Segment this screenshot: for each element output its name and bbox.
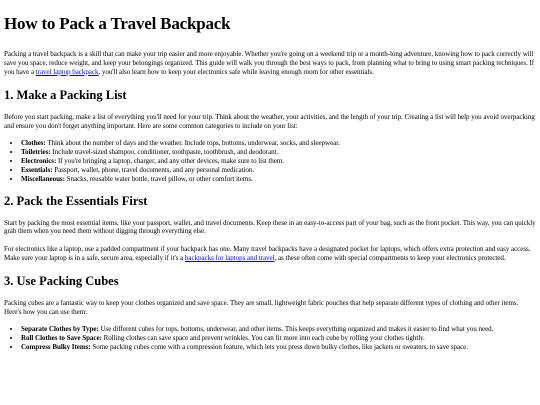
list-item-text: Use different cubes for tops, bottoms, underwear, and other items. This keeps everything organized and makes it easier to find what you need. — [98, 324, 494, 333]
travel-laptop-backpack-link[interactable]: travel laptop backpack — [35, 67, 99, 76]
essentials-paragraph-2 — [4, 245, 536, 263]
essentials-text-after: , as these often come with special compartments to keep your electronics protected. — [274, 254, 506, 263]
list-item-text: If you're bringing a laptop, charger, and any other devices, make sure to list them. — [56, 156, 284, 165]
list-item — [21, 343, 536, 352]
packing-list-categories — [4, 139, 536, 185]
list-item-term: Separate Clothes by Type: — [21, 324, 99, 333]
list-item-text: Passport, wallet, phone, travel documents, and any personal medication. — [52, 166, 255, 175]
intro-text-after: , you'll also learn how to keep your electronics safe while leaving enough room for other essentials. — [98, 67, 374, 76]
section-heading-essentials: 2. Pack the Essentials First — [4, 193, 148, 208]
list-item-term: Toiletries: — [21, 147, 51, 156]
list-item — [21, 166, 536, 175]
list-item-text: Some packing cubes come with a compression feature, which lets you press down bulky clothes, like jackets or sweaters, to save space. — [90, 343, 468, 352]
intro-text-before: Packing a travel backpack is a skill that can make your trip easier and more enjoyable. Whether you're going on a weekend trip or a month-long adventure, knowing how to pack correctly will save you space, reduce weight, and keep your belongings organized. This guide will walk you through the best ways to pack, from planning what to bring to using smart packing techniques. If you have a — [4, 50, 535, 76]
packing-list-paragraph: Before you start packing, make a list of everything you'll need for your trip. Think about the weather, your activities, and the length of your trip. Creating a list will help you avoid overpacking and ensure you don't forget anything important. Here are some common categories to include on your list: — [4, 112, 535, 130]
section-heading-packing-cubes: 3. Use Packing Cubes — [4, 274, 119, 289]
list-item-term: Miscellaneous: — [21, 175, 65, 184]
packing-cubes-paragraph: Packing cubes are a fantastic way to keep your clothes organized and save space. They are small, lightweight fabric pouches that help separate different types of clothing and other items. Here's how you can use them: — [4, 299, 519, 317]
list-item-text: Think about the number of days and the weather. Include tops, bottoms, underwear, socks, and sleepwear. — [45, 138, 340, 147]
essentials-paragraph-1: Start by packing the most essential items, like your passport, wallet, and travel documents. Keep these in an easy-to-access part of your bag, such as the front pocket. This way, you can quickly grab them when you need them without digging through everything else. — [4, 218, 536, 236]
list-item — [21, 157, 536, 166]
list-item-text: Snacks, reusable water bottle, travel pillow, or other comfort items. — [64, 175, 253, 184]
packing-cubes-tips — [4, 325, 536, 353]
list-item-term: Essentials: — [21, 166, 53, 175]
list-item-text: Rolling clothes can save space and prevent wrinkles. You can fit more into each cube by rolling your clothes tightly. — [101, 334, 425, 343]
list-item — [21, 139, 536, 148]
list-item — [21, 325, 536, 334]
list-item-term: Compress Bulky Items: — [21, 343, 91, 352]
list-item — [21, 175, 536, 184]
article-title: How to Pack a Travel Backpack — [4, 14, 231, 33]
list-item-term: Electronics: — [21, 156, 57, 165]
list-item — [21, 148, 536, 157]
list-item-text: Include travel-sized shampoo, conditioner, toothpaste, toothbrush, and deodorant. — [50, 147, 279, 156]
intro-paragraph — [4, 50, 536, 77]
section-heading-packing-list: 1. Make a Packing List — [4, 87, 127, 102]
essentials-text-before: For electronics like a laptop, use a padded compartment if your backpack has one. Many travel backpacks have a designated pocket for laptops, which offers extra protection and easy access. Make sure your laptop is in a safe, secure area, especially if it's a — [4, 245, 531, 263]
backpacks-for-laptops-link[interactable]: backpacks for laptops and travel — [184, 254, 275, 263]
list-item — [21, 334, 536, 343]
list-item-term: Clothes: — [21, 138, 46, 147]
list-item-term: Roll Clothes to Save Space: — [21, 334, 102, 343]
